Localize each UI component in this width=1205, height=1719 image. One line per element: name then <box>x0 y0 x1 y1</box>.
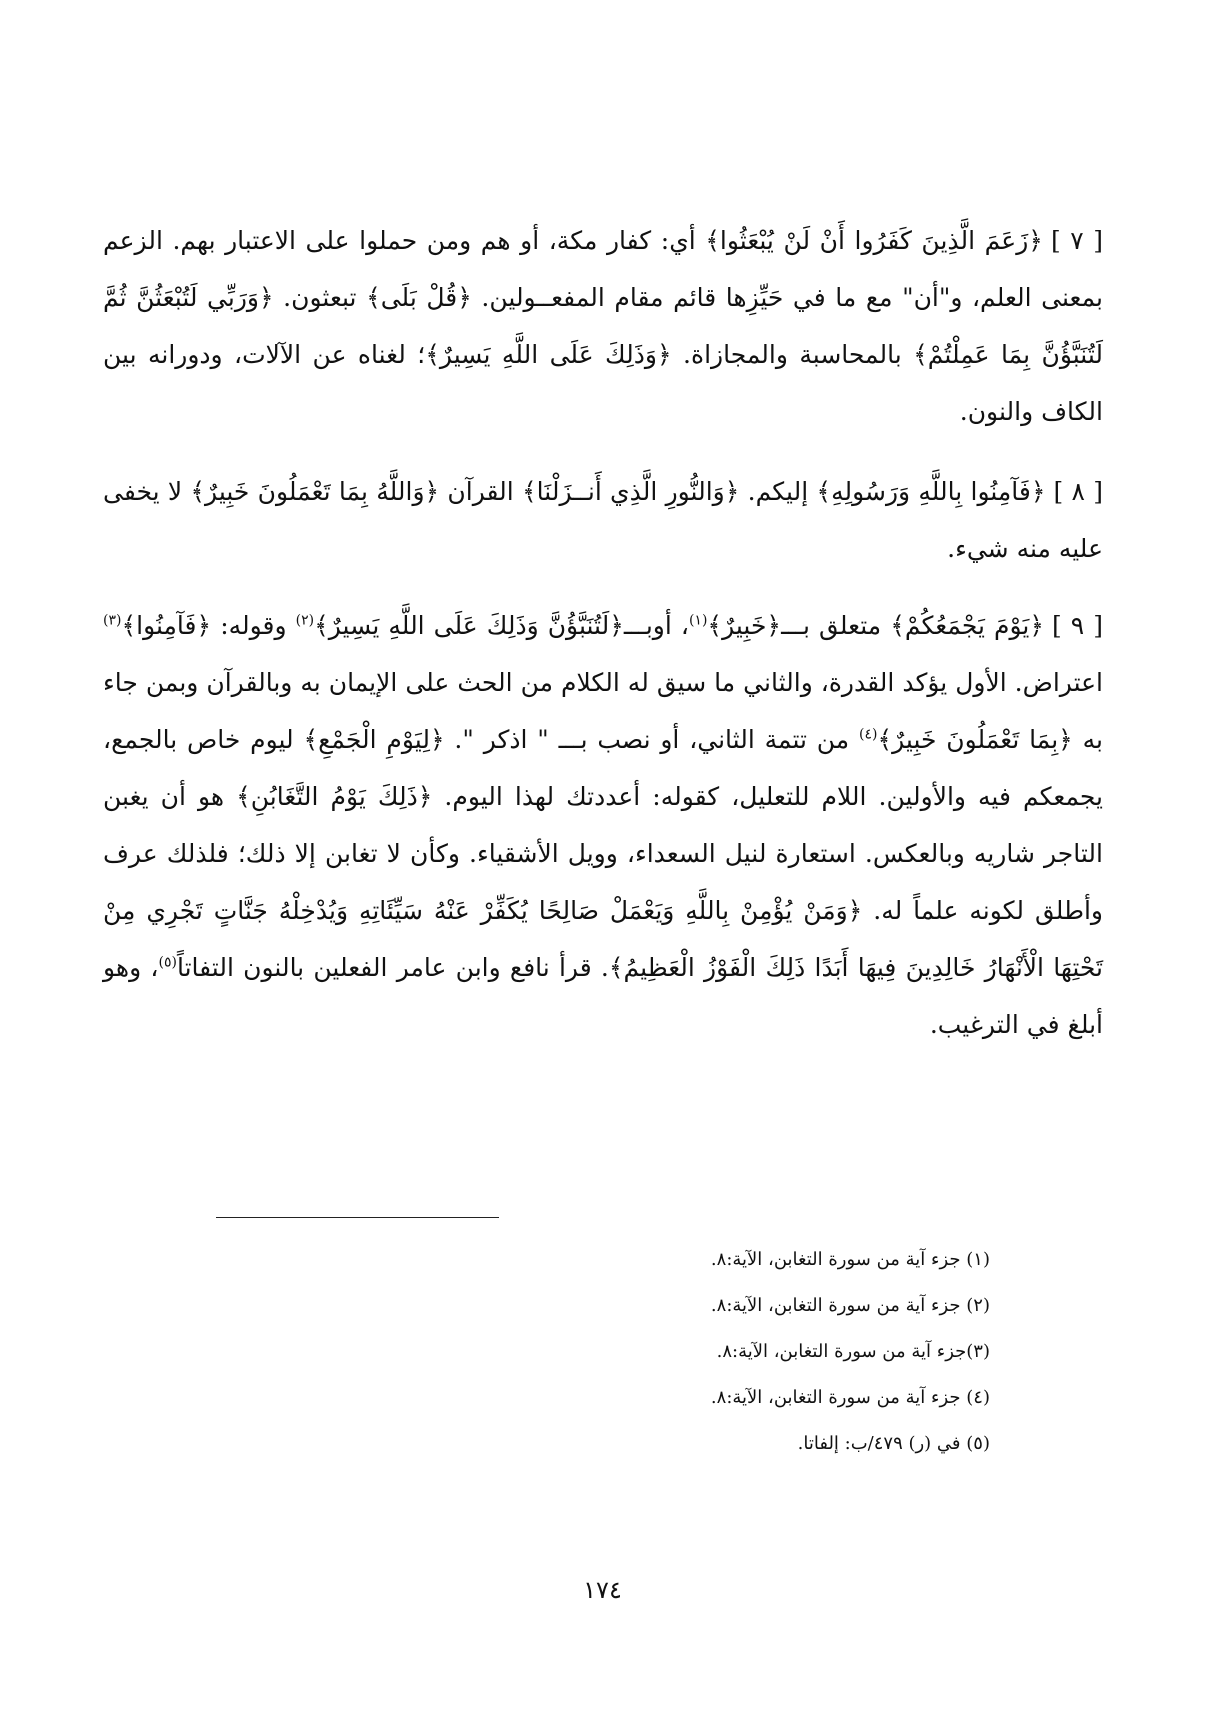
commentary-text: متعلق بـــ <box>781 611 891 640</box>
quran-quote: ﴿فَآمِنُوا بِاللَّهِ وَرَسُولِهِ﴾ <box>816 477 1046 506</box>
quran-quote: ﴿وَالنُّورِ الَّذِي أَنــزَلْنَا﴾ <box>522 477 740 506</box>
verse-number: [ ٨ ] <box>1053 477 1104 506</box>
quran-quote: ﴿وَمَنْ يُؤْمِنْ بِاللَّهِ وَيَعْمَلْ صَالِحًا يُكَفِّرْ عَنْهُ سَيِّئَاتِهِ وَيُدْخِلْهُ جَنَّاتٍ تَجْرِي مِنْ تَحْتِهَا الْأَنْهَارُ خَالِدِينَ فِيهَا أَبَدًا ذَلِكَ الْفَوْزُ الْعَظِيمُ﴾ <box>103 896 1104 982</box>
paragraph-7 <box>103 212 1103 440</box>
commentary-text: أي: كفار مكة، أو هم ومن حملوا على الاعتبار بهم. الزعم بمعنى العلم، و"أن" مع ما في حَيِّزِها قائم مقام المفعــولين. <box>103 226 1103 312</box>
commentary-text: القرآن <box>439 477 523 506</box>
verse-number: [ ٧ ] <box>1050 226 1103 255</box>
quran-quote: ﴿ذَلِكَ يَوْمُ التَّغَابُنِ﴾ <box>236 782 433 811</box>
verse-number: [ ٩ ] <box>1051 611 1104 640</box>
quran-quote: ﴿وَذَلِكَ عَلَى اللَّهِ يَسِيرٌ﴾ <box>425 340 672 369</box>
footnote-ref: (٤) <box>859 726 878 743</box>
quran-quote: ﴿خَبِيرٌ﴾ <box>707 611 782 640</box>
commentary-text: هو أن يغبن التاجر شاريه وبالعكس. استعارة لنيل السعداء، وويل الأشقياء. وكأن لا تغابن إلا ذلك؛ فلذلك عرف وأطلق لكونه علماً له. <box>103 782 1103 925</box>
quran-quote: ﴿بِمَا تَعْمَلُونَ خَبِيرٌ﴾ <box>877 725 1073 754</box>
footnote-ref: (٥) <box>158 954 177 971</box>
commentary-text: تبعثون. <box>273 283 367 312</box>
page-number: ١٧٤ <box>583 1576 622 1604</box>
quran-quote: ﴿فَآمِنُوا﴾ <box>121 611 212 640</box>
commentary-text: ؛ لغناه عن الآلات، ودورانه بين الكاف والنون. <box>103 340 1103 426</box>
quran-quote: ﴿يَوْمَ يَجْمَعُكُمْ﴾ <box>890 611 1044 640</box>
footnote-3: (٣)جزء آية من سورة التغابن، الآية:٨. <box>716 1341 990 1362</box>
quran-quote: ﴿وَرَبِّي لَتُبْعَثُنَّ ثُمَّ لَتُنَبَّؤُنَّ بِمَا عَمِلْتُمْ﴾ <box>103 283 1103 369</box>
body-text <box>103 212 1103 1076</box>
commentary-text: لا يخفى عليه منه شيء. <box>103 477 1103 563</box>
commentary-text: وقوله: <box>211 611 296 640</box>
commentary-text: من تتمة الثاني، أو نصب بـــ " اذكر ". <box>444 725 860 754</box>
footnote-4: (٤) جزء آية من سورة التغابن، الآية:٨. <box>710 1387 990 1408</box>
commentary-text: ، أوبـــ <box>623 611 689 640</box>
quran-quote: ﴿زَعَمَ الَّذِينَ كَفَرُوا أَنْ لَنْ يُبْعَثُوا﴾ <box>705 226 1043 255</box>
footnote-1: (١) جزء آية من سورة التغابن، الآية:٨. <box>710 1249 990 1270</box>
commentary-text: بالمحاسبة والمجازاة. <box>671 340 914 369</box>
footnote-ref: (٢) <box>295 612 315 629</box>
footnotes <box>390 1237 990 1467</box>
footnote-ref: (٣) <box>103 612 122 629</box>
commentary-text: إليكم. <box>739 477 817 506</box>
footnote-separator <box>216 1217 499 1218</box>
quran-quote: ﴿لَتُنَبَّؤُنَّ وَذَلِكَ عَلَى اللَّهِ يَسِيرٌ﴾ <box>314 611 624 640</box>
commentary-text: ، وهو أبلغ في الترغيب. <box>103 953 1103 1039</box>
quran-quote: ﴿وَاللَّهُ بِمَا تَعْمَلُونَ خَبِيرٌ﴾ <box>190 477 440 506</box>
commentary-text: ليوم خاص بالجمع، يجمعكم فيه والأولين. اللام للتعليل، كقوله: أعددتك لهذا اليوم. <box>103 725 1104 811</box>
quran-quote: ﴿لِيَوْمِ الْجَمْعِ﴾ <box>303 725 445 754</box>
commentary-text: اعتراض. الأول يؤكد القدرة، والثاني ما سيق له الكلام من الحث على الإيمان به وبالقرآن وبمن جاء به <box>103 668 1103 754</box>
paragraph-8 <box>103 463 1103 577</box>
footnote-5: (٥) في (ر) ٤٧٩/ب: إلفاتا. <box>797 1433 990 1454</box>
paragraph-9 <box>103 597 1103 1053</box>
footnote-2: (٢) جزء آية من سورة التغابن، الآية:٨. <box>710 1295 990 1316</box>
footnote-ref: (١) <box>688 612 708 629</box>
commentary-text: . قرأ نافع وابن عامر الفعلين بالنون التفاتاً <box>176 953 609 982</box>
quran-quote: ﴿قُلْ بَلَى﴾ <box>366 283 472 312</box>
